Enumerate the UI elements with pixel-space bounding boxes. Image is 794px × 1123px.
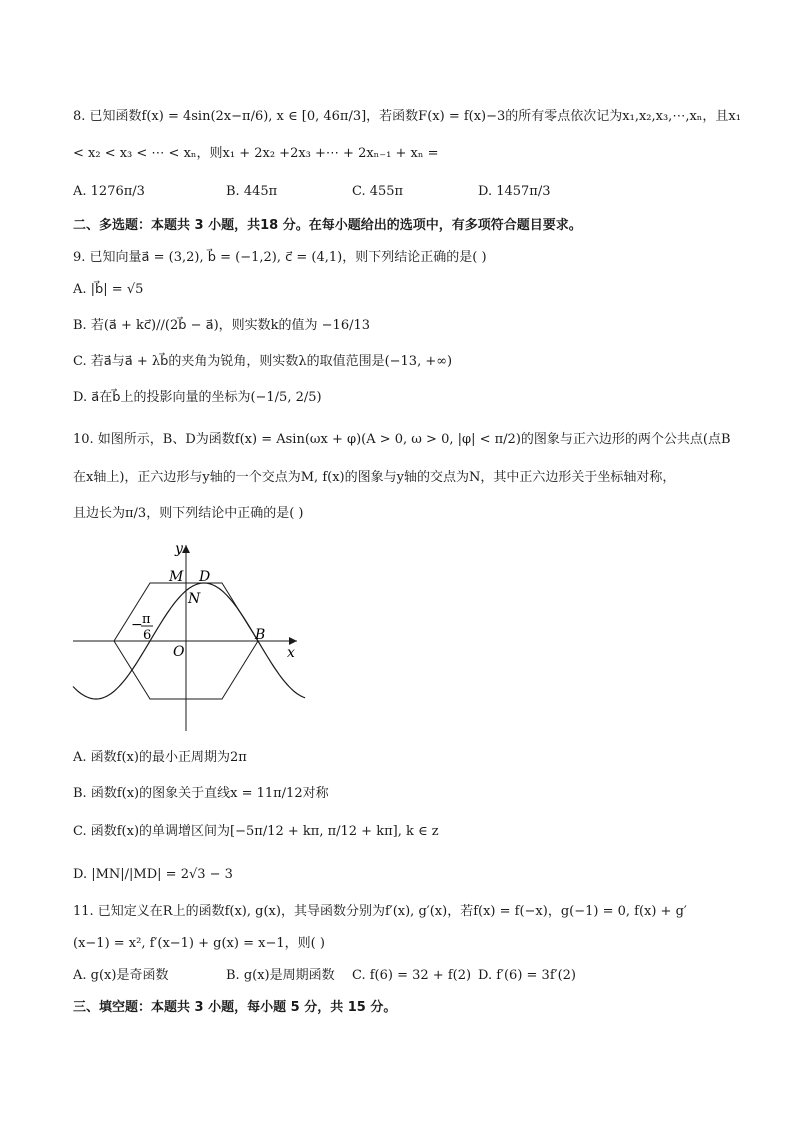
q11-option-b: B. g(x)是周期函数: [226, 968, 335, 983]
q11-line1: 11. 已知定义在R上的函数f(x), g(x)，其导函数分别为f′(x), g′(x)，若f(x) = f(−x)，g(−1) = 0, f(x) + g′: [73, 904, 687, 919]
q8-option-d: D. 1457π/3: [478, 184, 551, 199]
q10-line1: 10. 如图所示，B、D为函数f(x) = Asin(ωx + φ)(A > 0, ω > 0, |φ| < π/2)的图象与正六边形的两个公共点(点B: [73, 432, 731, 447]
q11-option-d: D. f′(6) = 3f′(2): [478, 968, 577, 983]
label-b: B: [255, 627, 266, 643]
q9-option-b: B. 若(a⃗ + kc⃗)//(2b⃗ − a⃗)，则实数k的值为 −16/13: [73, 318, 371, 333]
q10-option-c: C. 函数f(x)的单调增区间为[−5π/12 + kπ, π/12 + kπ], k ∈ z: [73, 824, 439, 839]
section-heading-fill-blank: 三、填空题：本题共 3 小题，每小题 5 分，共 15 分。: [73, 1000, 397, 1015]
hexagon-sine-figure: [65, 535, 315, 735]
q10-line3: 且边长为π/3，则下列结论中正确的是( ): [73, 506, 304, 521]
q9-option-a: A. |b⃗| = √5: [73, 282, 144, 297]
q11-option-c: C. f(6) = 32 + f(2): [352, 968, 472, 983]
q8-option-b: B. 445π: [226, 184, 278, 199]
label-minus: −: [131, 617, 143, 633]
label-x: x: [287, 645, 295, 661]
x-axis-arrow: [289, 637, 297, 645]
q10-line2: 在x轴上)，正六边形与y轴的一个交点为M, f(x)的图象与y轴的交点为N，其中正六边形关于坐标轴对称，: [73, 470, 676, 485]
label-six: 6: [143, 628, 152, 643]
q11-option-a: A. g(x)是奇函数: [73, 968, 169, 983]
q8-line2: < x₂ < x₃ < ⋯ < xₙ，则x₁ + 2x₂ +2x₃ +⋯ + 2xₙ₋₁ + xₙ =: [73, 146, 439, 161]
q11-line2: (x−1) = x², f′(x−1) + g(x) = x−1，则( ): [73, 936, 325, 951]
q9-option-d: D. a⃗在b⃗上的投影向量的坐标为(−1/5, 2/5): [73, 390, 322, 405]
label-o: O: [173, 644, 185, 660]
q10-option-b: B. 函数f(x)的图象关于直线x = 11π/12对称: [73, 786, 329, 801]
label-m: M: [169, 569, 184, 585]
section-heading-multi-choice: 二、多选题：本题共 3 小题，共18 分。在每小题给出的选项中，有多项符合题目要求。: [73, 218, 582, 233]
label-d: D: [199, 569, 211, 585]
label-pi: π: [142, 612, 151, 627]
q9-option-c: C. 若a⃗与a⃗ + λb⃗的夹角为锐角，则实数λ的取值范围是(−13, +∞): [73, 354, 453, 369]
q8-option-c: C. 455π: [352, 184, 404, 199]
label-n: N: [188, 591, 201, 607]
q10-option-a: A. 函数f(x)的最小正周期为2π: [73, 750, 247, 765]
label-y: y: [175, 541, 183, 557]
q8-option-a: A. 1276π/3: [73, 184, 145, 199]
q9-stem: 9. 已知向量a⃗ = (3,2), b⃗ = (−1,2), c⃗ = (4,1)，则下列结论正确的是( ): [73, 250, 487, 265]
q10-option-d: D. |MN|/|MD| = 2√3 − 3: [73, 867, 233, 882]
q8-line1: 8. 已知函数f(x) = 4sin(2x−π/6), x ∈ [0, 46π/3]，若函数F(x) = f(x)−3的所有零点依次记为x₁,x₂,x₃,⋯,xₙ，且x₁: [73, 109, 741, 124]
y-axis-arrow: [182, 545, 190, 553]
